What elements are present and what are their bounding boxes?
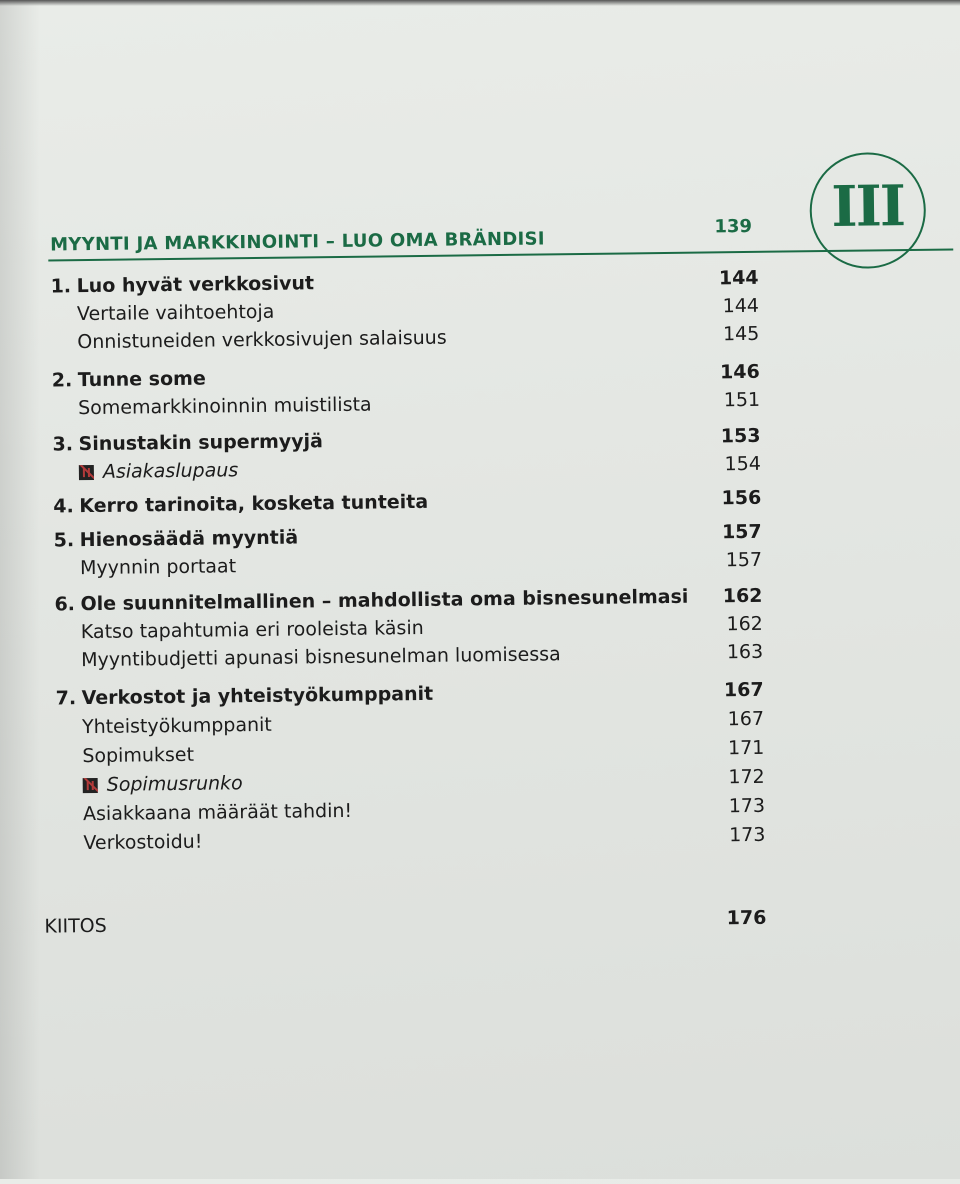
chapter-title: Verkostot ja yhteistyökumppanit <box>81 682 434 710</box>
part-roman-numeral: III <box>831 173 905 240</box>
page-number: 144 <box>718 266 759 290</box>
page-number: 162 <box>726 612 763 636</box>
page-number: 151 <box>723 388 761 412</box>
page-number: 162 <box>722 584 763 608</box>
subsection-title: Myyntibudjetti apunasi bisnesunelman luomisessa <box>81 643 561 672</box>
chapter-title: Ole suunnitelmallinen – mahdollista oma bisnesunelmasi <box>80 585 689 616</box>
chapter-title: Tunne some <box>77 367 206 392</box>
page-number: 172 <box>728 765 765 789</box>
part-title: MYYNTI JA MARKKINOINTI – LUO OMA BRÄNDISI <box>49 228 545 256</box>
chapter-title: Kerro tarinoita, kosketa tunteita <box>79 490 429 518</box>
page-number: 145 <box>722 322 760 346</box>
chapter-title: Luo hyvät verkkosivut <box>76 272 315 298</box>
chapter-number: 6. <box>54 593 76 616</box>
subsection-title: Asiakkaana määräät tahdin! <box>82 799 353 826</box>
subsection-title: Myynnin portaat <box>79 555 237 580</box>
part-header <box>50 212 770 257</box>
chapter-number: 4. <box>53 495 74 518</box>
page-number: 173 <box>728 823 766 847</box>
page-number: 173 <box>728 794 766 818</box>
part-page-number: 139 <box>714 215 753 238</box>
toc-chapter <box>53 484 773 521</box>
page-number: 153 <box>720 424 761 448</box>
subsection-title: Yhteistyökumppanit <box>81 713 272 739</box>
subsection-title: Onnistuneiden verkkosivujen salaisuus <box>77 326 447 354</box>
end-section-title: KIITOS <box>44 914 107 938</box>
subsection-title: Asiakaslupaus <box>102 459 239 483</box>
subsection-title: Vertaile vaihtoehtoja <box>76 300 275 326</box>
chapter-title: Hienosäädä myyntiä <box>79 526 299 552</box>
page-number: 144 <box>722 294 760 318</box>
page-number: 156 <box>721 486 762 510</box>
page-number: 157 <box>721 520 762 544</box>
marker-icon <box>79 465 94 480</box>
chapter-title: Sinustakin supermyyjä <box>78 430 324 456</box>
page-number: 171 <box>727 736 765 760</box>
chapter-number: 7. <box>55 687 77 710</box>
chapter-number: 5. <box>53 529 75 552</box>
subsection-title: Katso tapahtumia eri rooleista käsin <box>80 616 424 644</box>
marker-icon <box>83 778 98 793</box>
page-number: 163 <box>726 640 764 664</box>
chapter-number: 2. <box>51 369 73 392</box>
page-number: 167 <box>727 707 765 731</box>
subsection-title: Verkostoidu! <box>83 830 203 855</box>
chapter-number: 3. <box>52 433 74 456</box>
page-number: 157 <box>725 548 763 572</box>
subsection-title: Sopimusrunko <box>106 772 243 796</box>
toc-end-section <box>44 904 778 941</box>
subsection-title: Somemarkkinoinnin muistilista <box>77 393 372 420</box>
subsection-title: Sopimukset <box>82 743 195 768</box>
page-number: 167 <box>723 678 764 702</box>
chapter-number: 1. <box>50 275 72 298</box>
page-number: 146 <box>719 360 760 384</box>
page-number: 176 <box>726 906 767 930</box>
page-number: 154 <box>724 452 761 476</box>
